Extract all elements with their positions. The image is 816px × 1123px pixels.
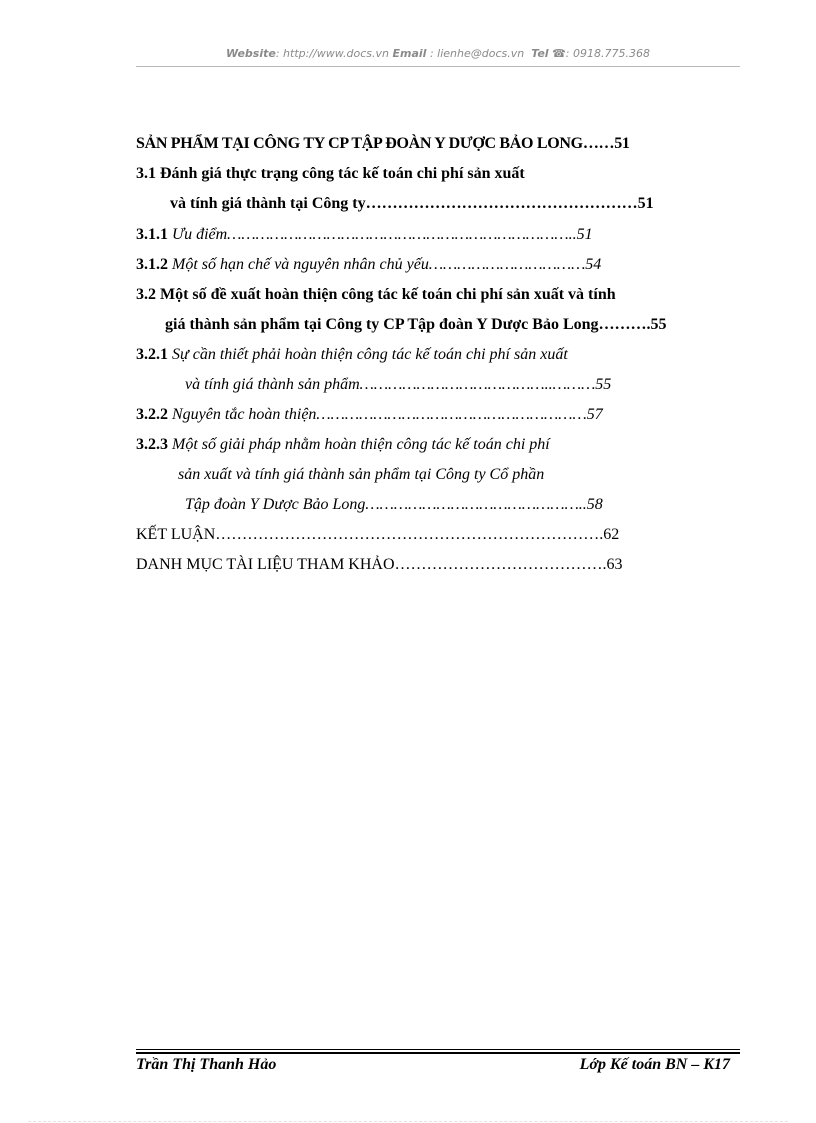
toc-line-3-1-1 xyxy=(136,225,593,245)
toc-text: giá thành sản phẩm tại Công ty CP Tập đoàn Y Dược Bảo Long……….55 xyxy=(165,316,667,333)
toc-text: KẾT LUẬN……………………………………………………………….62 xyxy=(136,526,620,543)
toc-line-3-2-cont xyxy=(165,315,667,335)
toc-line-3-1-2 xyxy=(136,255,601,275)
tel-value: : 0918.775.368 xyxy=(565,47,650,60)
toc-text: SẢN PHẨM TẠI CÔNG TY CP TẬP ĐOÀN Y DƯỢC BẢO LONG……51 xyxy=(136,135,630,152)
toc-line-3-2 xyxy=(136,285,616,305)
toc-text: 3.1 Đánh giá thực trạng công tác kế toán chi phí sản xuất xyxy=(136,165,525,182)
email-value: : lienhe@docs.vn xyxy=(429,47,525,60)
website-value: : http://www.docs.vn xyxy=(275,47,390,60)
toc-number: 3.2.2 xyxy=(136,406,168,423)
toc-line-3-2-1 xyxy=(136,345,568,365)
toc-line-ket-luan xyxy=(136,525,619,545)
header-rule xyxy=(136,66,740,67)
toc-text: Nguyên tắc hoàn thiện…………………………………………………57 xyxy=(172,406,603,423)
toc-text: Ưu điểm………………………………………………………………..51 xyxy=(172,226,593,243)
tel-label: Tel xyxy=(531,47,549,60)
toc-number: 3.2.1 xyxy=(136,346,168,363)
toc-text: 3.2 Một số đề xuất hoàn thiện công tác kế toán chi phí sản xuất và tính xyxy=(136,286,616,303)
toc-text: và tính giá thành sản phẩm…………………………………..………55 xyxy=(185,376,612,393)
footer-rule-top xyxy=(136,1049,740,1050)
toc-line-3-1-cont xyxy=(170,194,654,214)
toc-number: 3.2.3 xyxy=(136,436,168,453)
toc-line-3-2-3-cont2 xyxy=(185,495,603,515)
toc-line-tai-lieu xyxy=(136,555,623,575)
toc-number: 3.1.1 xyxy=(136,226,168,243)
toc-line-3-2-2 xyxy=(136,405,603,425)
email-label: Email xyxy=(392,47,427,60)
toc-text: DANH MỤC TÀI LIỆU THAM KHẢO………………………………….63 xyxy=(136,556,623,573)
toc-text: và tính giá thành tại Công ty……………………………………………51 xyxy=(170,195,654,212)
page-bottom-divider xyxy=(28,1121,788,1122)
footer-author: Trần Thị Thanh Hảo xyxy=(136,1056,277,1073)
toc-line-chapter3-title xyxy=(136,134,630,154)
toc-line-3-2-1-cont xyxy=(185,375,611,395)
toc-line-3-1 xyxy=(136,164,525,184)
footer-rule-bottom xyxy=(136,1052,740,1054)
toc-text: Một số hạn chế và nguyên nhân chủ yếu……………………………54 xyxy=(172,256,602,273)
website-label: Website xyxy=(226,47,276,60)
toc-text: Sự cần thiết phải hoàn thiện công tác kế toán chi phí sản xuất xyxy=(172,346,568,363)
toc-text: sản xuất và tính giá thành sản phẩm tại Công ty Cổ phần xyxy=(178,466,545,483)
footer-class: Lớp Kế toán BN – K17 xyxy=(579,1056,730,1073)
toc-text: Tập đoàn Y Dược Bảo Long………………………………………..58 xyxy=(185,496,603,513)
toc-line-3-2-3 xyxy=(136,435,550,455)
phone-icon: ☎ xyxy=(552,47,566,60)
toc-number: 3.1.2 xyxy=(136,256,168,273)
page-header xyxy=(136,47,740,60)
toc-line-3-2-3-cont1 xyxy=(178,465,544,485)
toc-text: Một số giải pháp nhằm hoàn thiện công tác kế toán chi phí xyxy=(172,436,550,453)
